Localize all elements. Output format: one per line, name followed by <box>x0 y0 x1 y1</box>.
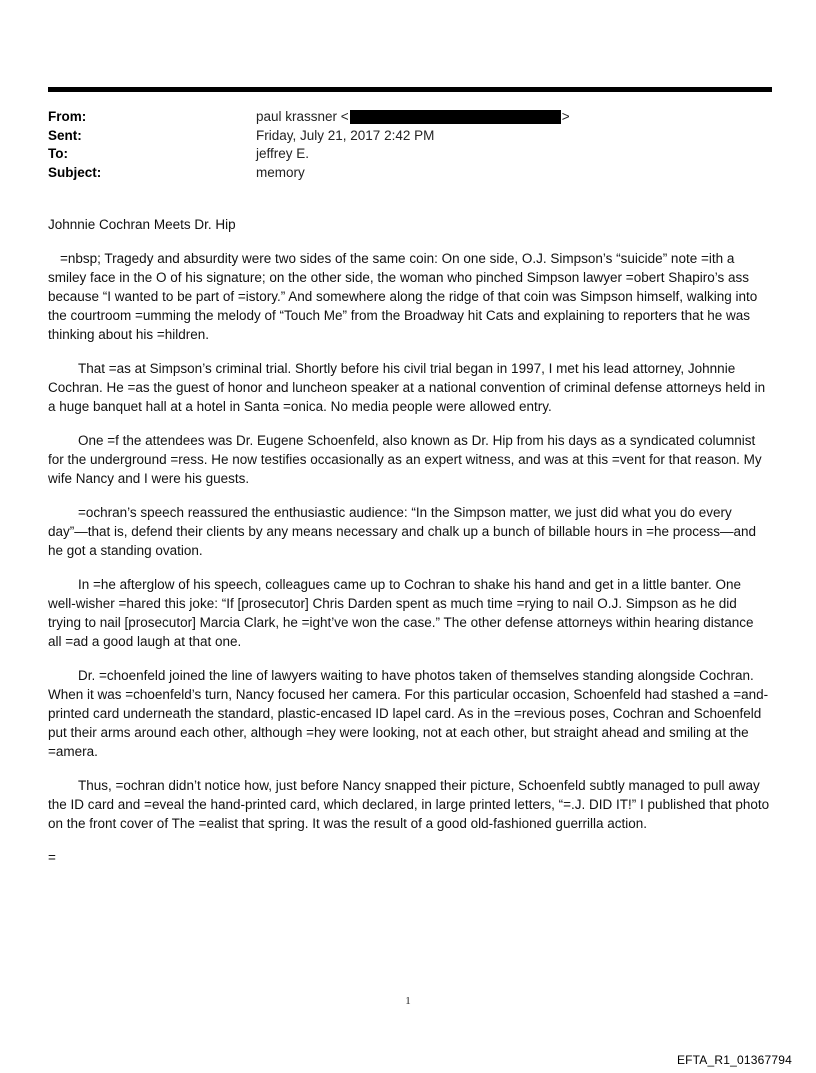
to-row <box>48 145 772 164</box>
bates-number: EFTA_R1_01367794 <box>676 1053 792 1067</box>
body-paragraph: Thus, =ochran didn’t notice how, just before Nancy snapped their picture, Schoenfeld subtly managed to pull away the ID card and =eveal the hand-printed card, which declared, in large printed letters, “=.J. DID IT!” I published that photo on the front cover of The =ealist that spring. It was the result of a good old-fashioned guerrilla action. <box>48 778 770 831</box>
subject-row <box>48 164 772 183</box>
sender-name: paul krassner < <box>256 109 349 124</box>
from-value <box>256 108 570 127</box>
article-title: Johnnie Cochran Meets Dr. Hip <box>48 217 236 232</box>
to-label: To: <box>48 146 68 161</box>
subject-label: Subject: <box>48 164 102 180</box>
to-value: jeffrey E. <box>256 146 310 161</box>
email-body <box>48 215 770 882</box>
body-paragraph: One =f the attendees was Dr. Eugene Schoenfeld, also known as Dr. Hip from his days as a syndicated columnist for the underground =ress. He now testifies occasionally as an expert witness, and was at this =vent for that reason. My wife Nancy and I were his guests. <box>48 433 762 486</box>
from-row <box>48 108 772 127</box>
page-number: 1 <box>405 995 411 1007</box>
sent-label: Sent: <box>48 127 82 143</box>
body-paragraph: Dr. =choenfeld joined the line of lawyers waiting to have photos taken of themselves standing alongside Cochran. When it was =choenfeld’s turn, Nancy focused her camera. For this particular occasion, Schoenfeld had stashed a =and-printed card underneath the standard, plastic-encased ID lapel card. As in the =revious poses, Cochran and Schoenfeld put their arms around each other, although =hey were looking, not at each other, but straight ahead and smiling at the =amera. <box>48 668 769 759</box>
body-paragraph: In =he afterglow of his speech, colleagues came up to Cochran to shake his hand and get in a little banter. One well-wisher =hared this joke: “If [prosecutor] Chris Darden spent as much time =rying to nail O.J. Simpson as he did trying to nail [prosecutor] Marcia Clark, he =ight’ve won the case.” The other defense attorneys within hearing distance all =ad a good laugh at that one. <box>48 577 754 649</box>
body-paragraph: =ochran’s speech reassured the enthusiastic audience: “In the Simpson matter, we just did what you do every day”—that is, defend their clients by any means necessary and chalk up a bunch of billable hours in =he process—and he got a standing ovation. <box>48 505 757 558</box>
from-label: From: <box>48 109 87 124</box>
body-paragraph: That =as at Simpson’s criminal trial. Shortly before his civil trial began in 1997, I met his lead attorney, Johnnie Cochran. He =as the guest of honor and luncheon speaker at a national convention of criminal defense attorneys held in a huge banquet hall at a hotel in Santa =onica. No media people were allowed entry. <box>48 361 766 414</box>
header-divider <box>48 87 772 92</box>
body-paragraph: =nbsp; Tragedy and absurdity were two sides of the same coin: On one side, O.J. Simpson’s “suicide” note =ith a smiley face in the O of his signature; on the other side, the woman who pinched Simpson lawyer =obert Shapiro’s ass because “I wanted to be part of =istory.” And somewhere along the ridge of that coin was Simpson himself, walking into the courtroom =umming the melody of “Touch Me” from the Broadway hit Cats and explaining to reporters that he was thinking about his =hildren. <box>48 251 758 342</box>
sent-row <box>48 127 772 146</box>
sent-value: Friday, July 21, 2017 2:42 PM <box>256 127 435 143</box>
sender-email-close: > <box>561 109 570 124</box>
trailing-character: = <box>48 850 56 865</box>
subject-value: memory <box>256 164 305 180</box>
email-header <box>48 108 772 182</box>
redaction-block <box>350 110 561 124</box>
